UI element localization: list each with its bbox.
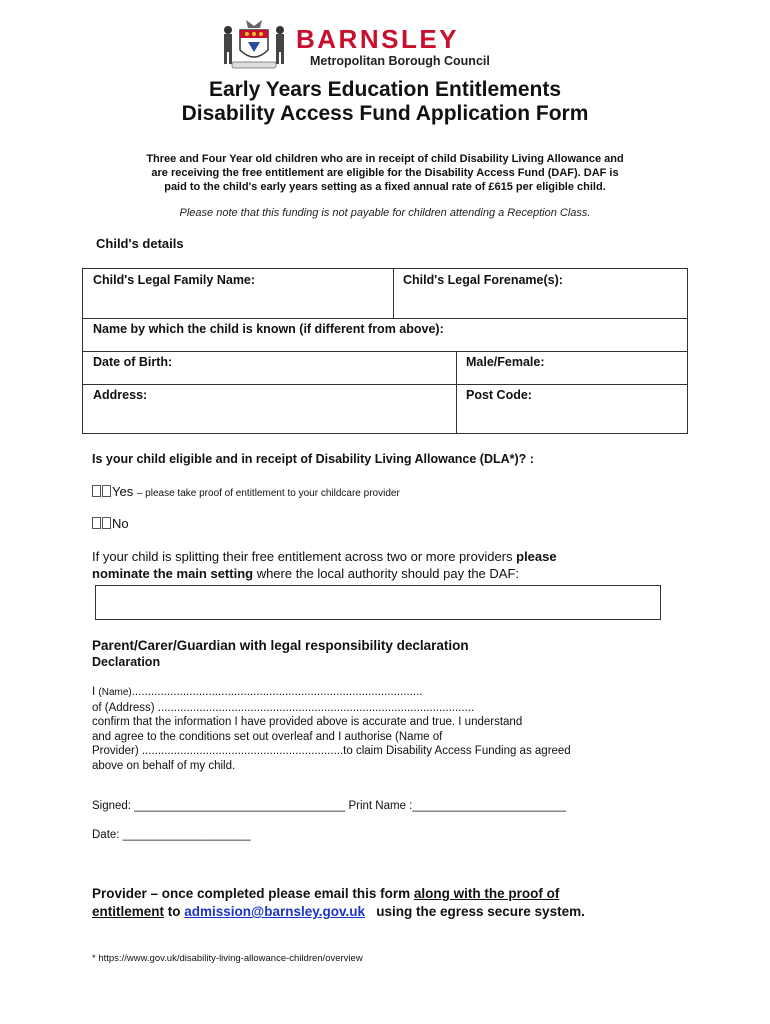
child-details-heading: Child's details <box>96 236 184 251</box>
split-bold: please <box>516 549 557 564</box>
dob-cell[interactable] <box>83 351 456 384</box>
dla-no-option[interactable] <box>92 516 129 531</box>
no-label: No <box>112 516 129 531</box>
declaration-provider-line[interactable] <box>92 744 692 759</box>
intro-text <box>80 152 690 194</box>
postcode-label: Post Code: <box>466 388 532 402</box>
decl-text: confirm that the information I have provided above is accurate and true. I understand <box>92 716 523 728</box>
provider-text: using the egress secure system. <box>364 904 585 919</box>
table-divider <box>83 384 687 385</box>
declaration-subheading: Declaration <box>92 655 161 669</box>
split-text: If your child is splitting their free entitlement across two or more providers <box>92 549 517 564</box>
decl-text: to claim Disability Access Funding as agreed <box>343 745 571 757</box>
split-entitlement-text <box>92 548 692 582</box>
declaration-name-line[interactable] <box>92 685 692 701</box>
decl-text: ........................................................................................... <box>131 686 423 698</box>
provider-text: entitlement <box>92 904 165 919</box>
decl-text: ................................................................................................... <box>157 701 475 714</box>
decl-text: and agree to the conditions set out overleaf and I authorise (Name of <box>92 730 443 743</box>
main-setting-input[interactable] <box>95 585 661 620</box>
brand-subtitle: Metropolitan Borough Council <box>310 54 490 68</box>
intro-line: are receiving the free entitlement are eligible for the Disability Access Fund (DAF). DAF is <box>151 167 619 179</box>
decl-text: I <box>92 686 99 698</box>
provider-text: to <box>164 904 185 919</box>
reception-note: Please note that this funding is not payable for children attending a Reception Class. <box>179 207 591 219</box>
known-as-cell[interactable] <box>83 318 687 351</box>
dla-yes-option[interactable] <box>92 484 400 499</box>
page-title: Early Years Education Entitlements <box>208 78 562 101</box>
table-divider <box>456 351 457 433</box>
checkbox-icon <box>102 485 111 497</box>
email-link[interactable]: admission@barnsley.gov.uk <box>184 904 365 919</box>
table-divider <box>83 318 687 319</box>
declaration-heading: Parent/Carer/Guardian with legal responsibility declaration <box>92 638 469 653</box>
decl-text: ............................................................... <box>141 745 344 757</box>
provider-text: along with the proof of <box>413 886 560 901</box>
declaration-body <box>92 685 692 773</box>
family-name-cell[interactable] <box>83 269 393 318</box>
forename-label: Child's Legal Forename(s): <box>403 273 563 287</box>
gender-cell[interactable] <box>456 351 687 384</box>
forename-cell[interactable] <box>393 269 687 318</box>
decl-text: above on behalf of my child. <box>92 759 236 772</box>
provider-text: Provider – once completed please email this form <box>92 886 414 901</box>
signature-line[interactable]: Signed: _________________________________ Print Name :________________________ <box>92 800 566 812</box>
checkbox-icon <box>102 517 111 529</box>
gender-label: Male/Female: <box>466 355 545 369</box>
yes-hint: – please take proof of entitlement to your childcare provider <box>136 488 400 499</box>
address-label: Address: <box>93 388 148 402</box>
checkbox-icon[interactable] <box>92 517 101 529</box>
family-name-label: Child's Legal Family Name: <box>93 273 256 287</box>
declaration-address-line[interactable] <box>92 701 692 716</box>
coat-of-arms-icon <box>218 18 290 70</box>
intro-line: Three and Four Year old children who are in receipt of child Disability Living Allowance and <box>146 153 624 165</box>
footnote: * https://www.gov.uk/disability-living-allowance-children/overview <box>92 953 363 964</box>
checkbox-icon[interactable] <box>92 485 101 497</box>
yes-label: Yes <box>112 484 134 499</box>
dob-label: Date of Birth: <box>93 355 173 369</box>
split-text: where the local authority should pay the DAF: <box>253 566 520 581</box>
address-cell[interactable] <box>83 384 456 433</box>
decl-text: (Name) <box>98 687 132 698</box>
intro-line: paid to the child's early years setting as a fixed annual rate of £615 per eligible child. <box>164 181 606 193</box>
table-divider <box>83 351 687 352</box>
split-bold: nominate the main setting <box>92 566 254 581</box>
provider-instructions <box>92 885 692 921</box>
child-details-table <box>82 268 688 434</box>
postcode-cell[interactable] <box>456 384 687 433</box>
brand-name: BARNSLEY <box>296 24 460 54</box>
dla-question: Is your child eligible and in receipt of Disability Living Allowance (DLA*)? : <box>92 452 534 466</box>
page-subtitle: Disability Access Fund Application Form <box>181 102 589 125</box>
date-line[interactable]: Date: ____________________ <box>92 829 251 841</box>
known-as-label: Name by which the child is known (if different from above): <box>93 322 444 336</box>
table-divider <box>393 269 394 318</box>
decl-text: Provider) <box>92 745 142 757</box>
decl-text: of (Address) <box>92 701 158 714</box>
